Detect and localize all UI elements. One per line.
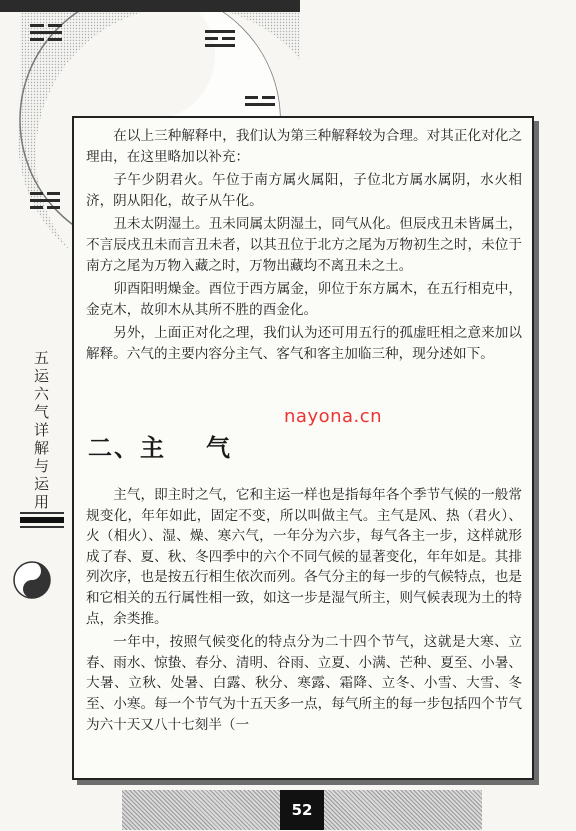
section-heading-suffix: 气 xyxy=(206,434,232,462)
paragraph: 另外，上面正对化之理，我们认为还可用五行的孤虚旺相之意来加以解释。六气的主要内容分主气、客气和客主加临三种，现分述如下。 xyxy=(86,325,522,362)
paragraph: 主气，即主时之气，它和主运一样也是指每年各个季节气候的一般常规变化，年年如此，固定不变，所以叫做主气。主气是风、热（君火）、火（相火）、湿、燥、寒六气，一年分为六步，每气各主一步，这样就形成了春、夏、秋、冬四季中的六个不同气候的显著变化，年年如是。其排列次序，也是按五行相生依次而列。各气分主的每一步的气候特点，也是和它相关的五行属性相一致，如这一步是湿气所主，则气候表现为土的特点，余类推。 xyxy=(86,487,522,627)
page-number: 52 xyxy=(280,790,324,830)
side-book-title: 五运六气详解与运用 xyxy=(32,350,50,512)
section-heading xyxy=(88,428,388,463)
paragraph: 卯酉阳明燥金。酉位于西方属金，卯位于东方属木，在五行相克中，金克木，故卯木从其所不胜的酉金化。 xyxy=(86,281,522,318)
paragraph: 在以上三种解释中，我们认为第三种解释较为合理。对其正化对化之理由，在这里略加以补充： xyxy=(86,128,522,165)
watermark: nayona.cn xyxy=(284,406,383,427)
trigram-icon xyxy=(30,192,60,209)
text-block-top xyxy=(86,126,522,365)
paragraph: 丑未太阴湿土。丑未同属太阴湿土，同气从化。但辰戌丑未皆属土，不言辰戌丑未而言丑未者，以其丑位于北方之尾为万物初生之时，未位于南方之尾为万物入藏之时，万物出藏均不离丑未之土。 xyxy=(86,216,522,274)
paragraph: 一年中，按照气候变化的特点分为二十四个节气，这就是大寒、立春、雨水、惊蛰、春分、清明、谷雨、立夏、小满、芒种、夏至、小暑、大暑、立秋、处暑、白露、秋分、寒露、霜降、立冬、小雪、大雪、冬至、小寒。每一个节气为十五天多一点，每气所主的每一步包括四个节气为六十天又八十七刻半（一 xyxy=(86,634,522,733)
text-block-bottom xyxy=(86,485,522,735)
yin-yang-icon xyxy=(12,560,52,600)
section-heading-prefix: 二、主 xyxy=(88,434,166,462)
paragraph: 子午少阴君火。午位于南方属火属阳，子位北方属水属阴，水火相济，阴从阳化，故子从午化。 xyxy=(86,172,522,209)
side-divider-bars xyxy=(20,512,64,531)
